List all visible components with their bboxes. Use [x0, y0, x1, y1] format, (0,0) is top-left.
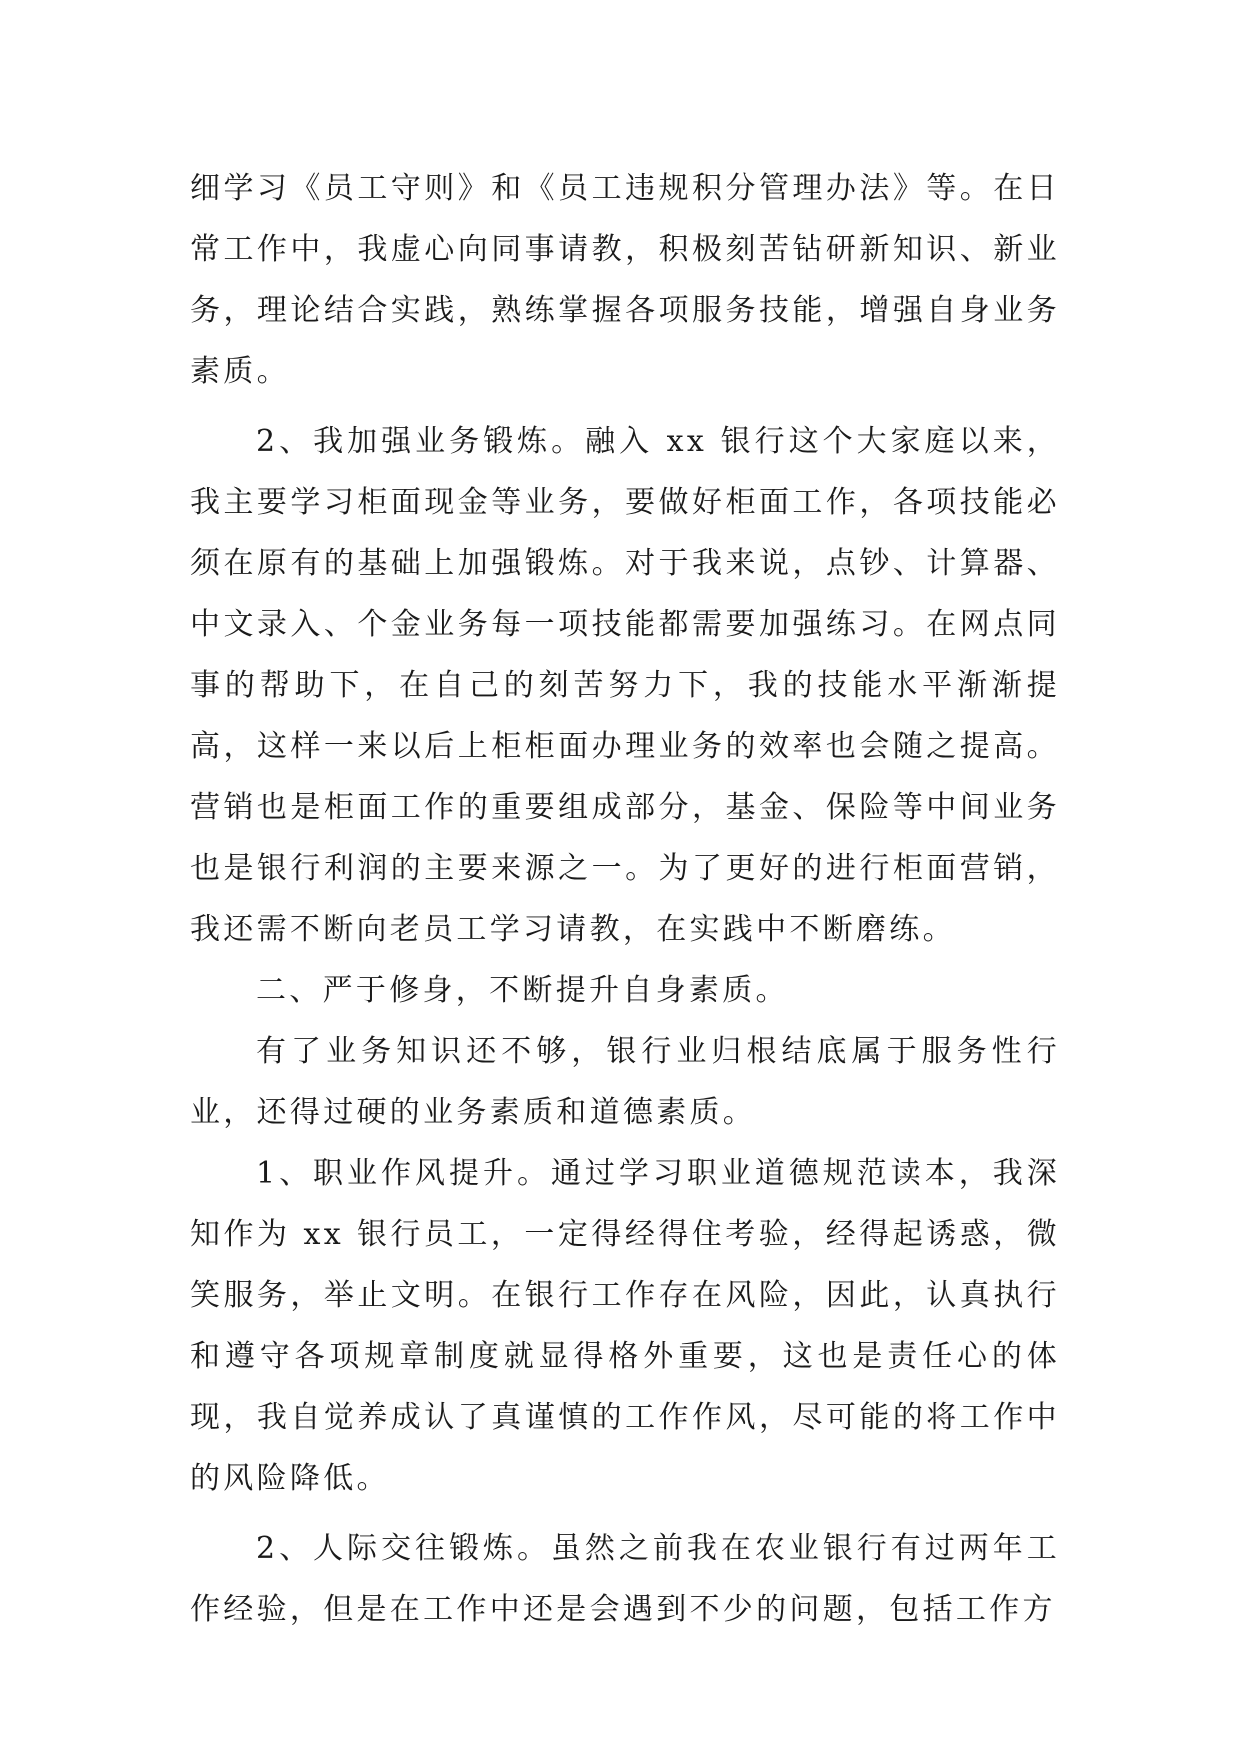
- paragraph-interpersonal: 2、人际交往锻炼。虽然之前我在农业银行有过两年工作经验，但是在工作中还是会遇到不少的问题，包括工作方: [190, 1531, 1060, 1627]
- paragraph-continuation: 细学习《员工守则》和《员工违规积分管理办法》等。在日常工作中，我虚心向同事请教，积极刻苦钻研新知识、新业务，理论结合实践，熟练掌握各项服务技能，增强自身业务素质。: [190, 171, 1060, 389]
- section-heading-self-improvement: 二、严于修身，不断提升自身素质。: [256, 973, 789, 1008]
- document-body: [190, 158, 1060, 1640]
- paragraph-professional-style: 1、职业作风提升。通过学习职业道德规范读本，我深知作为 xx 银行员工，一定得经得住考验，经得起诱惑，微笑服务，举止文明。在银行工作存在风险，因此，认真执行和遵守各项规章制度就显得格外重要，这也是责任心的体现，我自觉养成认了真谨慎的工作作风，尽可能的将工作中的风险降低。: [190, 1156, 1060, 1496]
- paragraph-service-industry: 有了业务知识还不够，银行业归根结底属于服务性行业，还得过硬的业务素质和道德素质。: [190, 1034, 1060, 1130]
- paragraph-business-training: 2、我加强业务锻炼。融入 xx 银行这个大家庭以来，我主要学习柜面现金等业务，要做好柜面工作，各项技能必须在原有的基础上加强锻炼。对于我来说，点钞、计算器、中文录入、个金业务每一项技能都需要加强练习。在网点同事的帮助下，在自己的刻苦努力下，我的技能水平渐渐提高，这样一来以后上柜柜面办理业务的效率也会随之提高。营销也是柜面工作的重要组成部分，基金、保险等中间业务也是银行利润的主要来源之一。为了更好的进行柜面营销，我还需不断向老员工学习请教，在实践中不断磨练。: [190, 424, 1060, 947]
